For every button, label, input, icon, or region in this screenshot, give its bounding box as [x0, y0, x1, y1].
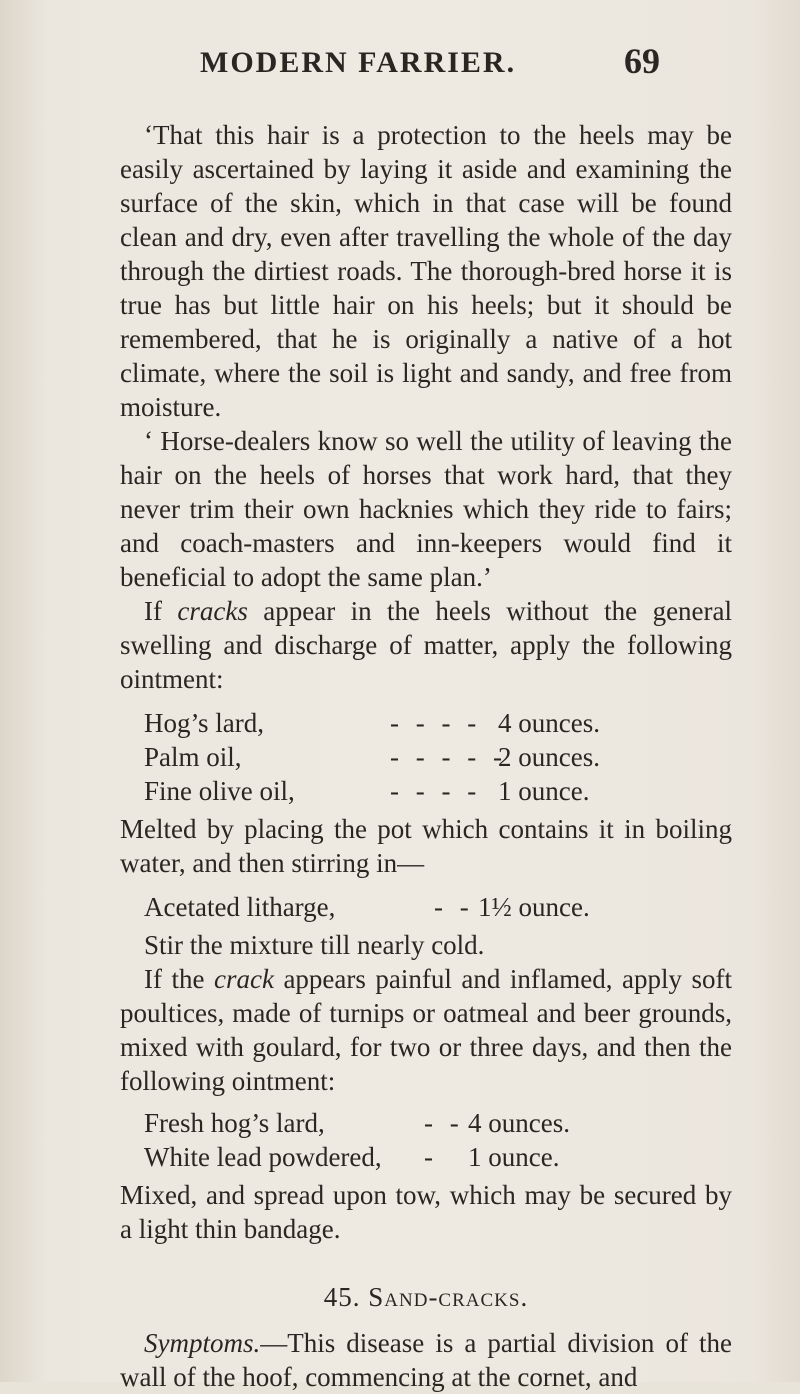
page-header	[200, 40, 660, 84]
recipe-quantity: 1½ ounce.	[478, 892, 590, 922]
recipe-item: Fresh hog’s lard,	[144, 1108, 325, 1138]
crack-text-after: appears painful and inflamed, apply soft poultices, made of turnips or oatmeal and beer grounds, mixed with goulard, for two or three days, and then the following ointment:	[120, 964, 733, 1096]
cracks-text-after: appear in the heels without the general swelling and discharge of matter, apply the following ointment:	[120, 596, 733, 694]
paragraph-hair-protection: ‘That this hair is a protection to the heels may be easily ascertained by laying it aside and examining the surface of the skin, which in that case will be found clean and dry, even after travelling the whole of the day through the dirtiest roads. The thorough-bred horse it is true has but little hair on his heels; but it should be remembered, that he is originally a native of a hot climate, where the soil is light and sandy, and free from moisture.	[120, 120, 732, 422]
recipe-item: Palm oil,	[144, 742, 242, 772]
crack-italic-term: crack	[213, 964, 274, 994]
recipe-dashes: - - - - -	[390, 742, 507, 772]
section-heading	[120, 1280, 732, 1314]
page-body	[120, 118, 732, 1394]
recipe-item: Fine olive oil,	[144, 776, 295, 806]
cracks-text-before: If	[144, 596, 162, 626]
paragraph-symptoms	[120, 1326, 732, 1394]
recipe-quantity: 1 ounce.	[468, 1142, 560, 1172]
ointment-recipe-2	[144, 890, 732, 924]
recipe-dashes: - -	[434, 892, 474, 922]
recipe-item: Acetated litharge,	[144, 892, 336, 922]
recipe-quantity: 4 ounces.	[498, 708, 600, 738]
page-number: 69	[624, 41, 660, 81]
paragraph-horse-dealers: ‘ Horse-dealers know so well the utility of leaving the hair on the heels of horses that work hard, that they never trim their own hacknies which they ride to fairs; and coach-masters and inn-keepers would find it beneficial to adopt the same plan.’	[120, 426, 732, 592]
paragraph-melted: Melted by placing the pot which contains it in boiling water, and then stirring in—	[120, 814, 732, 878]
recipe-quantity: 1 ounce.	[498, 776, 590, 806]
paragraph-crack-inflamed	[120, 962, 732, 1098]
crack-text-before: If the	[144, 964, 205, 994]
symptoms-text: —This disease is a partial division of the wall of the hoof, commencing at the cornet, and	[120, 1328, 732, 1392]
recipe-dashes: -	[424, 1142, 438, 1172]
ointment-recipe-3	[144, 1106, 732, 1174]
paragraph-stir: Stir the mixture till nearly cold.	[144, 930, 485, 960]
recipe-dashes: - - - -	[390, 776, 482, 806]
running-title: MODERN FARRIER.	[200, 46, 517, 79]
symptoms-italic-label: Symptoms.	[144, 1328, 261, 1358]
cracks-italic-term: cracks	[177, 596, 248, 626]
section-heading-text: 45. Sand-cracks.	[323, 1282, 529, 1312]
paragraph-cracks	[120, 594, 732, 696]
recipe-item: White lead powdered,	[144, 1142, 382, 1172]
ointment-recipe-1	[144, 706, 732, 808]
recipe-dashes: - -	[424, 1108, 464, 1138]
recipe-quantity: 2 ounces.	[498, 742, 600, 772]
recipe-quantity: 4 ounces.	[468, 1108, 570, 1138]
paragraph-mixed: Mixed, and spread upon tow, which may be secured by a light thin bandage.	[120, 1180, 732, 1244]
recipe-dashes: - - - -	[390, 708, 482, 738]
recipe-item: Hog’s lard,	[144, 708, 264, 738]
